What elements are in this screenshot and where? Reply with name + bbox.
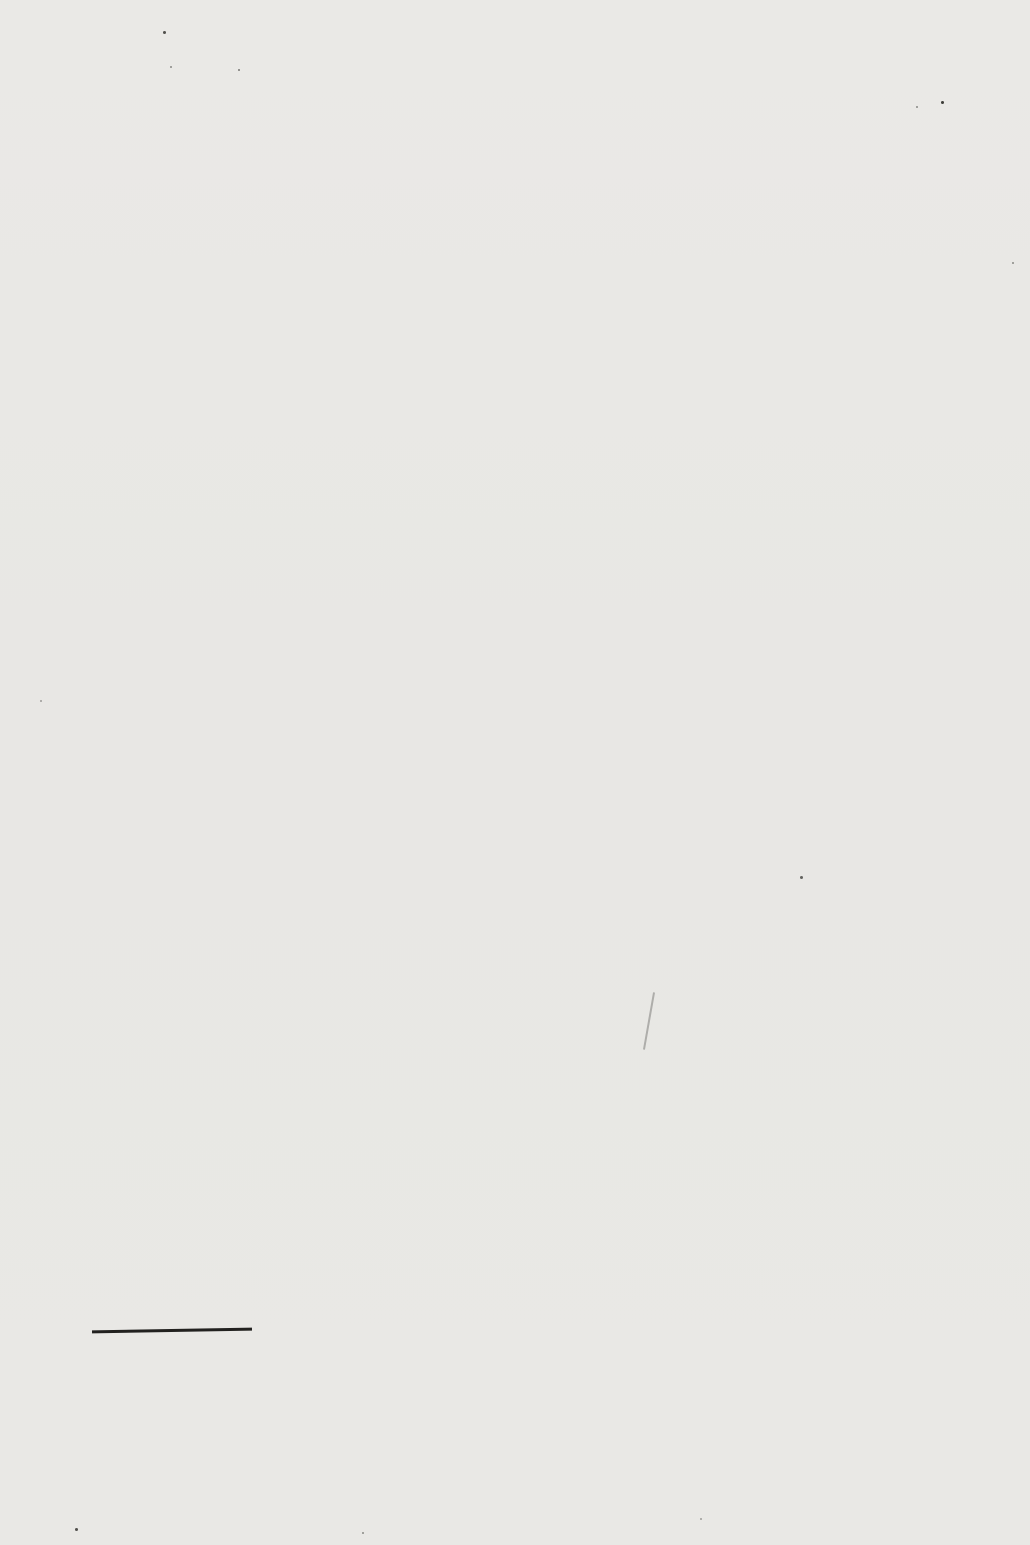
running-title	[78, 53, 1006, 58]
paper-speckle	[916, 106, 918, 108]
paper-speckle	[700, 1518, 702, 1520]
paper-speckle	[941, 101, 944, 104]
paragraph-1	[78, 182, 1006, 192]
satellite-table	[78, 828, 1006, 844]
paper-speckle	[800, 876, 803, 879]
paper-speckle	[170, 66, 172, 68]
paper-speckle	[40, 700, 42, 702]
paragraph-4	[78, 1245, 1006, 1268]
section-heading	[78, 126, 1006, 163]
paragraph-3	[78, 975, 1006, 994]
paper-speckle	[75, 1528, 78, 1531]
paper-speckle	[1012, 262, 1014, 264]
scan-scratch-mark	[643, 992, 655, 1049]
running-header	[78, 53, 1006, 58]
page-number	[933, 43, 1013, 44]
paragraph-2	[78, 505, 1006, 520]
footnote-separator	[92, 1328, 252, 1334]
paper-speckle	[163, 31, 166, 34]
paper-speckle	[238, 69, 240, 71]
paper-speckle	[362, 1532, 364, 1534]
